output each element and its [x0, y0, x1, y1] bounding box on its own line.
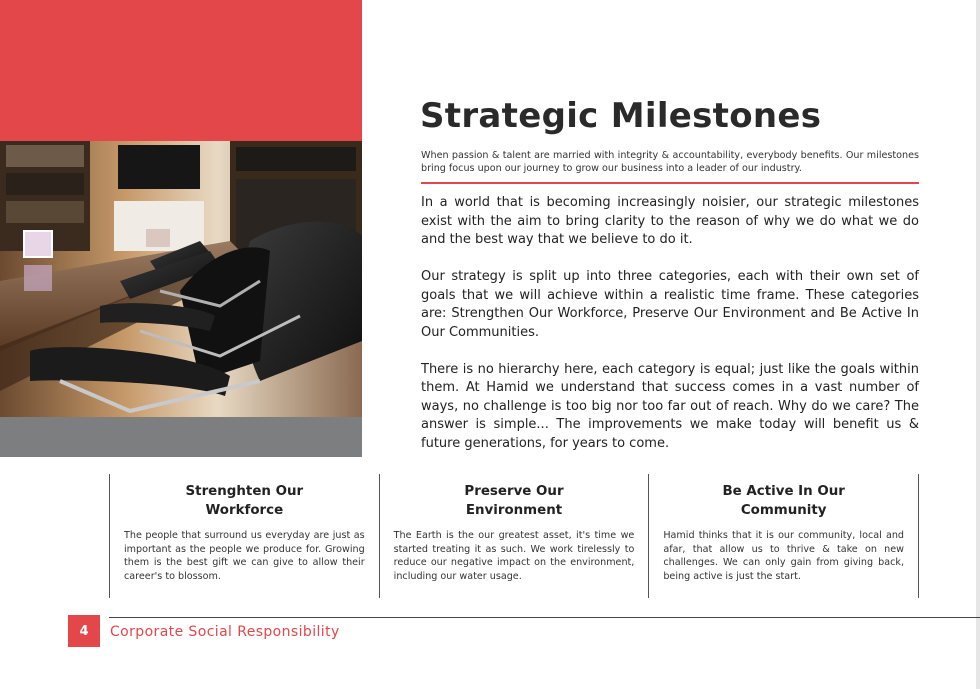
category-environment: [379, 474, 649, 598]
category-title-line: Community: [740, 503, 827, 518]
page-title: Strategic Milestones: [420, 96, 822, 136]
footer-section-label: Corporate Social Responsibility: [110, 624, 340, 640]
footer-divider: [109, 617, 980, 618]
red-accent-block: [0, 0, 362, 141]
body-paragraph: Our strategy is split up into three categories, each with their own set of goals that we will achieve within a realistic time frame. These categories are: Strengthen Our Workforce, Preserve Our Environment and Be Active In Our Communities.: [421, 269, 919, 340]
category-title: [663, 482, 904, 520]
page-number: 4: [68, 615, 100, 647]
boardroom-illustration: [0, 141, 362, 417]
category-workforce: [109, 474, 379, 598]
grey-accent-block: [0, 417, 362, 457]
body-paragraph: In a world that is becoming increasingly noisier, our strategic milestones exist with the aim to bring clarity to the reason of why we do what we do and the best way that we believe to do it.: [421, 195, 919, 247]
title-divider: [421, 182, 919, 184]
category-text: The people that surround us everyday are just as important as the people we produce for. Growing them is the best gift we can give to allow their career's to blossom.: [124, 530, 365, 582]
category-columns: [109, 474, 919, 598]
category-title-line: Be Active In Our: [722, 484, 845, 499]
page-edge-shadow: [976, 0, 980, 689]
category-title-line: Preserve Our: [464, 484, 564, 499]
intro-text: When passion & talent are married with integrity & accountability, everybody benefits. Our milestones bring focus upon our journey to grow our business into a leader of our industry.: [421, 150, 919, 174]
category-text: Hamid thinks that it is our community, local and afar, that allow us to thrive & take on new challenges. We can only gain from giving back, being active is just the start.: [663, 530, 905, 582]
category-community: [648, 474, 919, 598]
boardroom-photo: [0, 141, 362, 417]
body-paragraph: There is no hierarchy here, each category is equal; just like the goals within them. At Hamid we understand that success comes in a vast number of ways, no challenge is too big nor too far out of reach. Why do we care? The answer is simple... The improvements we make today will benefit us & future generations, for years to come.: [421, 361, 919, 451]
category-title-line: Workforce: [205, 503, 284, 518]
category-title-line: Strenghten Our: [185, 484, 304, 499]
category-title: [124, 482, 365, 520]
body-text: [421, 194, 919, 472]
category-title-line: Environment: [465, 503, 563, 518]
category-title: [394, 482, 635, 520]
category-text: The Earth is the our greatest asset, it's time we started treating it as such. We work tirelessly to reduce our negative impact on the environment, including our water usage.: [393, 530, 635, 582]
